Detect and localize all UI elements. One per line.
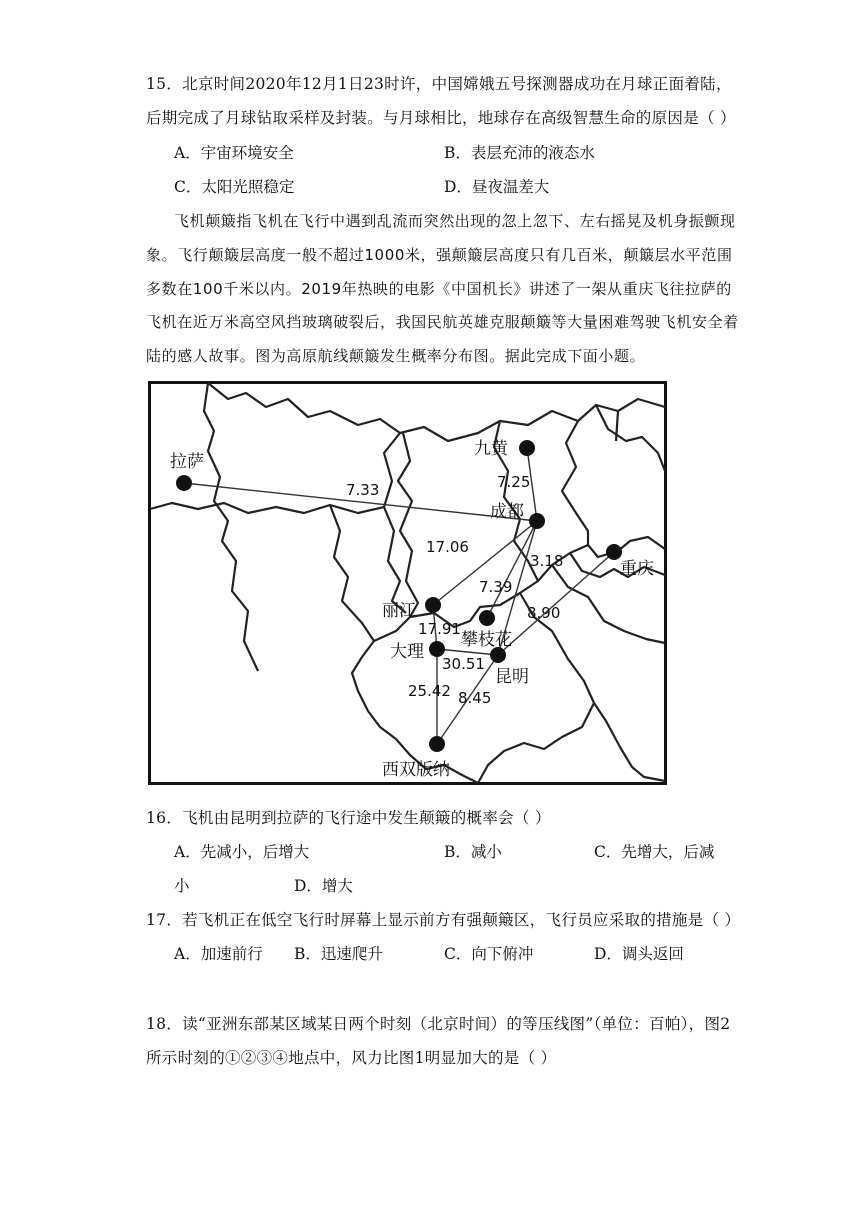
turbulence-probability-map: [148, 381, 667, 785]
chengdu-dot: [529, 513, 545, 529]
city-label-jiuhuang: 九黄: [474, 439, 508, 459]
xishuangbanna-dot: [429, 736, 445, 752]
q15-option-b: B．表层充沛的液态水: [444, 144, 595, 162]
q16-option-c-continued: 小: [174, 877, 190, 895]
q15-option-d: D．昼夜温差大: [444, 178, 550, 196]
q15-stem-line1: 15．北京时间2020年12月1日23时许，中国嫦娥五号探测器成功在月球正面着陆，: [146, 75, 732, 93]
value-kunming-xishuangbanna: 8.45: [458, 689, 492, 707]
q15-option-c: C．太阳光照稳定: [174, 178, 295, 196]
q16-option-b: B．减小: [444, 843, 502, 861]
city-label-panzhihua: 攀枝花: [461, 630, 512, 650]
city-label-xishuangbanna: 西双版纳: [382, 760, 450, 780]
city-label-lhasa: 拉萨: [170, 452, 204, 472]
city-label-dali: 大理: [390, 642, 424, 662]
passage-line-3: 多数在100千米以内。2019年热映的电影《中国机长》讲述了一架从重庆飞往拉萨的: [146, 280, 732, 298]
q17-option-a: A．加速前行: [174, 945, 263, 963]
q17-stem: 17．若飞机正在低空飞行时屏幕上显示前方有强颠簸区，飞行员应采取的措施是（ ）: [146, 911, 741, 929]
q17-option-b: B．迅速爬升: [294, 945, 383, 963]
value-lijiang-dali: 17.91: [418, 620, 461, 638]
passage-line-2: 象。飞行颠簸层高度一般不超过1000米，强颠簸层高度只有几百米，颠簸层水平范围: [146, 246, 733, 264]
lhasa-dot: [176, 475, 192, 491]
passage-line-1: 飞机颠簸指飞机在飞行中遇到乱流而突然出现的忽上忽下、左右摇晃及机身振颤现: [174, 212, 736, 230]
q15-stem-line2: 后期完成了月球钻取采样及封装。与月球相比，地球存在高级智慧生命的原因是（ ）: [146, 109, 736, 127]
city-label-lijiang: 丽江: [382, 601, 416, 621]
q16-option-a: A．先减小，后增大: [174, 843, 310, 861]
value-lhasa-chengdu: 7.33: [346, 481, 380, 499]
city-label-kunming: 昆明: [495, 667, 529, 687]
q17-option-c: C．向下俯冲: [444, 945, 534, 963]
q16-option-c: C．先增大，后减: [594, 843, 715, 861]
q15-option-a: A．宇宙环境安全: [174, 144, 294, 162]
passage-line-5: 陆的感人故事。图为高原航线颠簸发生概率分布图。据此完成下面小题。: [146, 347, 646, 365]
city-label-chengdu: 成都: [490, 502, 524, 522]
q18-stem-line1: 18．读“亚洲东部某区域某日两个时刻（北京时间）的等压线图”（单位：百帕），图2: [146, 1015, 731, 1033]
q16-option-d: D．增大: [294, 877, 353, 895]
passage-line-4: 飞机在近万米高空风挡玻璃破裂后，我国民航英雄克服颠簸等大量困难驾驶飞机安全着: [146, 313, 739, 331]
q18-stem-line2: 所示时刻的①②③④地点中，风力比图1明显加大的是（ ）: [146, 1049, 557, 1067]
value-dali-xishuangbanna: 25.42: [408, 682, 451, 700]
q16-stem: 16．飞机由昆明到拉萨的飞行途中发生颠簸的概率会（ ）: [146, 809, 551, 827]
value-chengdu-panzhihua: 7.39: [479, 578, 513, 596]
value-chengdu-kunming: 3.18: [530, 552, 564, 570]
value-jiuhuang-chengdu: 7.25: [497, 473, 531, 491]
q17-option-d: D．调头返回: [594, 945, 684, 963]
value-dali-kunming: 30.51: [442, 655, 485, 673]
value-chongqing-kunming: 8.90: [527, 604, 561, 622]
jiuhuang-dot: [519, 440, 535, 456]
value-chengdu-lijiang: 17.06: [426, 538, 469, 556]
lijiang-dot: [425, 597, 441, 613]
panzhihua-dot: [479, 610, 495, 626]
city-label-chongqing: 重庆: [620, 559, 654, 579]
chongqing-dot: [606, 544, 622, 560]
